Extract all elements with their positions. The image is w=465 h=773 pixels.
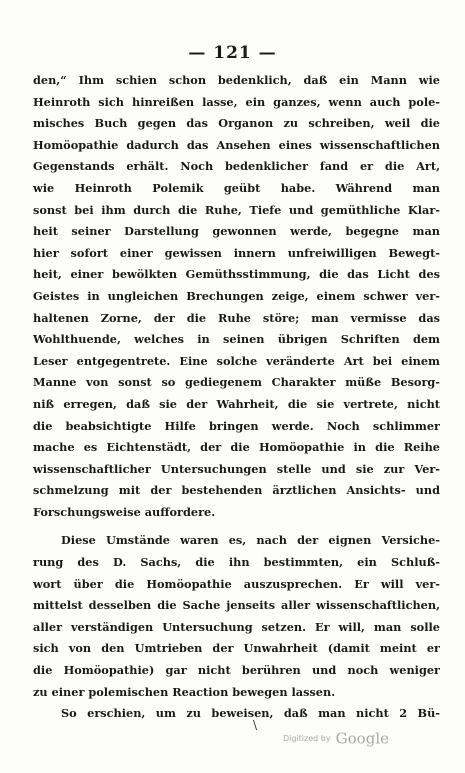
text-line: Geistes in ungleichen Brechungen zeige, einem schwer ver- xyxy=(33,288,440,303)
text-line: schmelzung mit der bestehenden ärztlichen Ansichts- und xyxy=(33,483,440,498)
text-line: hier sofort einer gewissen innern unfreiwilligen Bewegt- xyxy=(33,245,440,260)
text-line: misches Buch gegen das Organon zu schreiben, weil die xyxy=(33,116,440,131)
text-line: Forschungsweise auffordere. xyxy=(33,504,216,519)
body-text xyxy=(33,70,440,725)
paragraph-2 xyxy=(33,530,440,703)
text-line: niß erregen, daß sie der Wahrheit, die sie vertrete, nicht xyxy=(33,396,440,411)
text-line: wissenschaftlicher Untersuchungen stelle und sie zur Ver- xyxy=(33,461,440,476)
google-logo: Google xyxy=(335,729,389,747)
paragraph-1 xyxy=(33,70,440,523)
text-line: Gegenstands erhält. Noch bedenklicher fand er die Art, xyxy=(33,159,440,174)
text-line: Heinroth sich hinreißen lasse, ein ganzes, wenn auch pole- xyxy=(33,94,440,109)
text-line: Manne von sonst so gediegenem Charakter müße Besorg- xyxy=(33,375,440,390)
text-line: mache es Eichtenstädt, der die Homöopathie in die Reihe xyxy=(33,440,440,455)
text-line: Wohlthuende, welches in seinen übrigen Schriften dem xyxy=(33,332,440,347)
text-line: aller verständigen Untersuchung setzen. Er will, man solle xyxy=(33,619,440,634)
paragraph-3 xyxy=(33,703,440,725)
text-line: heit, einer bewölkten Gemüthsstimmung, die das Licht des xyxy=(33,267,440,282)
text-line: Leser entgegentrete. Eine solche veränderte Art bei einem xyxy=(33,353,440,368)
text-line: wort über die Homöopathie auszusprechen. Er will ver- xyxy=(33,576,440,591)
text-line: mittelst desselben die Sache jenseits aller wissenschaftlichen, xyxy=(33,598,440,613)
text-line: heit seiner Darstellung gewonnen werde, begegne man xyxy=(33,224,440,239)
text-line: die Homöopathie) gar nicht berühren und noch weniger xyxy=(33,663,440,678)
digitized-watermark xyxy=(283,728,389,748)
digitized-label: Digitized by xyxy=(282,733,331,743)
text-line: wie Heinroth Polemik geübt habe. Während man xyxy=(33,180,440,195)
text-line: Homöopathie dadurch das Ansehen eines wissenschaftlichen xyxy=(33,137,440,152)
stray-mark: \ xyxy=(253,718,258,732)
text-line: So erschien, um zu beweisen, daß man nicht 2 Bü- xyxy=(61,706,440,721)
text-line: sich von den Umtrieben der Unwahrheit (damit meint er xyxy=(33,641,440,656)
text-line: rung des D. Sachs, die ihn bestimmten, ein Schluß- xyxy=(33,555,440,570)
text-line: die beabsichtigte Hilfe bringen werde. Noch schlimmer xyxy=(33,418,440,433)
text-line: haltenen Zorne, der die Ruhe störe; man vermisse das xyxy=(33,310,440,325)
text-line: Diese Umstände waren es, nach der eignen Versiche- xyxy=(61,533,440,548)
text-line: sonst bei ihm durch die Ruhe, Tiefe und gemüthliche Klar- xyxy=(33,202,440,217)
text-line: zu einer polemischen Reaction bewegen lassen. xyxy=(33,684,336,699)
page-number: — 121 — xyxy=(188,43,277,63)
text-line: den,“ Ihm schien schon bedenklich, daß ein Mann wie xyxy=(33,73,440,87)
